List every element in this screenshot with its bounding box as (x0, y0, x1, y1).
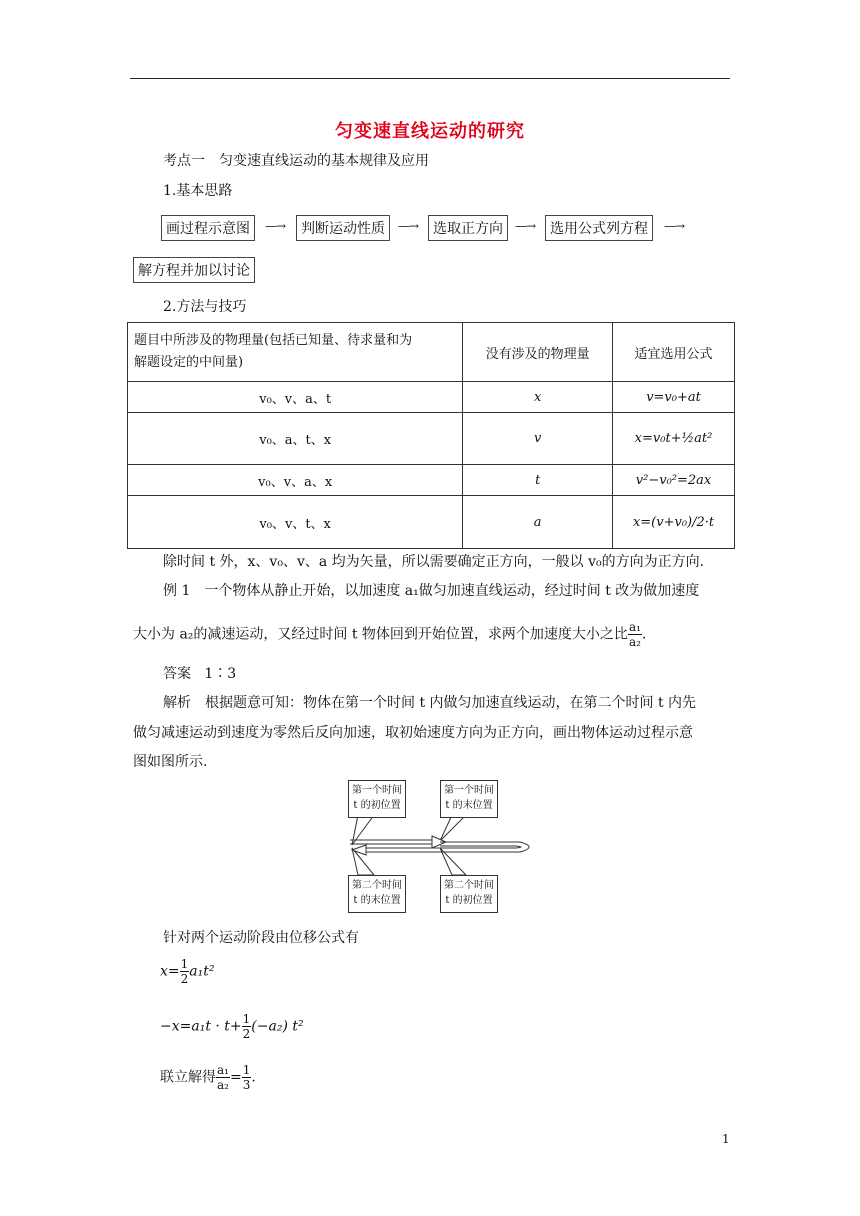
row-formula: v²−v₀²=2ax (635, 472, 712, 488)
row-missing: v (534, 431, 542, 446)
header-missing: 没有涉及的物理量 (463, 323, 613, 382)
flow-step-2: 判断运动性质 (296, 215, 390, 241)
table-header-row (128, 323, 735, 382)
eq1-half-den: 2 (180, 972, 189, 986)
answer-value: 1∶3 (204, 666, 237, 682)
analysis-line-3: 图如图所示. (133, 754, 208, 770)
page-title: 匀变速直线运动的研究 (335, 121, 525, 142)
eq1-half-num: 1 (180, 957, 189, 971)
step1-heading: 1.基本思路 (163, 183, 233, 199)
flow-arrow-2: —→ (398, 219, 419, 233)
row-missing: x (534, 389, 542, 405)
eq2-half-num: 1 (242, 1012, 251, 1026)
solve-period: . (251, 1069, 256, 1086)
box-br-line1: 第二个时间 (444, 880, 494, 891)
eq2-left: −x=a₁t · t+ (160, 1018, 242, 1035)
header-formula: 适宜选用公式 (613, 323, 735, 382)
header-rule (130, 78, 730, 79)
solution-line (160, 1063, 256, 1092)
header-line-2: 解题设定的中间量) (134, 355, 244, 370)
table-row (128, 465, 735, 496)
result-num: 1 (242, 1063, 251, 1077)
eq2-half (242, 1012, 252, 1041)
table-row (128, 382, 735, 413)
example-line-2: 大小为 a₂的减速运动，又经过时间 t 物体回到开始位置，求两个加速度大小之比 $\frac{\text{a₁}}{\text{a₂}}$ . (133, 620, 647, 649)
answer (163, 663, 236, 683)
solve-result (242, 1063, 252, 1092)
return-path-inner (364, 846, 521, 848)
equation-1 (160, 957, 214, 986)
analysis-line-2: 做匀减速运动到速度为零然后反向加速，取初始速度方向为正方向，画出物体运动过程示意 (133, 725, 693, 741)
result-den: 3 (242, 1078, 251, 1092)
eq2-half-den: 2 (242, 1027, 251, 1041)
solve-eq: = (229, 1069, 242, 1086)
row-formula: x=(v+v₀)/2·t (632, 514, 715, 530)
row-formula: v=v₀+at (646, 389, 701, 405)
box-bl-line2: t 的末位置 (353, 895, 401, 906)
box-tl-line2: t 的初位置 (353, 800, 401, 811)
solve-ratio (216, 1063, 230, 1092)
flow-step-1: 画过程示意图 (161, 215, 255, 241)
row-given: v₀、v、a、t (128, 382, 463, 413)
flow-step-5: 解方程并加以讨论 (133, 257, 255, 283)
header-quantities (128, 323, 463, 382)
ratio-denominator: a₂ (628, 635, 641, 649)
box-bl-line1: 第二个时间 (352, 880, 402, 891)
flow-arrow-1: —→ (265, 219, 286, 233)
box-br-line2: t 的初位置 (445, 895, 493, 906)
flow-step-4: 选用公式列方程 (545, 215, 653, 241)
ratio-fraction (628, 620, 642, 649)
flow-arrow-4: —→ (664, 219, 685, 233)
header-line-1: 题目中所涉及的物理量(包括已知量、待求量和为 (134, 333, 413, 348)
box-tl-line1: 第一个时间 (352, 785, 402, 796)
row-given: v₀、a、t、x (128, 413, 463, 465)
equation-intro: 针对两个运动阶段由位移公式有 (163, 930, 359, 946)
analysis-line-1: 解析 根据题意可知：物体在第一个时间 t 内做匀加速直线运动，在第二个时间 t 内先 (163, 695, 697, 711)
box-tr-line2: t 的末位置 (445, 800, 493, 811)
answer-label: 答案 (163, 666, 191, 682)
solve-den: a₂ (217, 1078, 229, 1092)
flow-arrow-3: —→ (515, 219, 536, 233)
box-second-end (348, 875, 406, 913)
table-row (128, 496, 735, 549)
table-row (128, 413, 735, 465)
box-second-start (440, 875, 498, 913)
flow-step-3: 选取正方向 (428, 215, 508, 241)
box-tr-line1: 第一个时间 (444, 785, 494, 796)
row-given: v₀、v、t、x (128, 496, 463, 549)
row-missing: a (533, 514, 542, 530)
method-table (127, 322, 735, 549)
box-first-start (348, 780, 406, 818)
row-given: v₀、v、a、x (128, 465, 463, 496)
ratio-numerator: a₁ (628, 620, 641, 634)
example-line-1: 例 1 一个物体从静止开始，以加速度 a₁做匀加速直线运动，经过时间 t 改为做加速度 (163, 583, 700, 599)
box-first-end (440, 780, 498, 818)
vector-note: 除时间 t 外，x、v₀、v、a 均为矢量，所以需要确定正方向，一般以 v₀的方向为正方向. (163, 554, 705, 570)
row-formula: x=v₀t+½at² (634, 431, 713, 446)
solve-num: a₁ (217, 1063, 229, 1077)
eq1-right: a₁t² (189, 963, 215, 980)
step2-heading: 2.方法与技巧 (163, 299, 247, 315)
equation-2 (160, 1012, 304, 1041)
page-number: 1 (722, 1132, 730, 1146)
pointer-tr (440, 815, 466, 841)
solve-label: 联立解得 (160, 1069, 216, 1086)
eq1-left: x= (160, 963, 180, 980)
row-missing: t (535, 472, 541, 488)
section-heading: 考点一 匀变速直线运动的基本规律及应用 (163, 153, 429, 169)
eq2-right: (−a₂) t² (251, 1018, 304, 1035)
example-line-2-text: 大小为 a₂的减速运动，又经过时间 t 物体回到开始位置，求两个加速度大小之比 (133, 626, 628, 643)
eq1-half (180, 957, 190, 986)
